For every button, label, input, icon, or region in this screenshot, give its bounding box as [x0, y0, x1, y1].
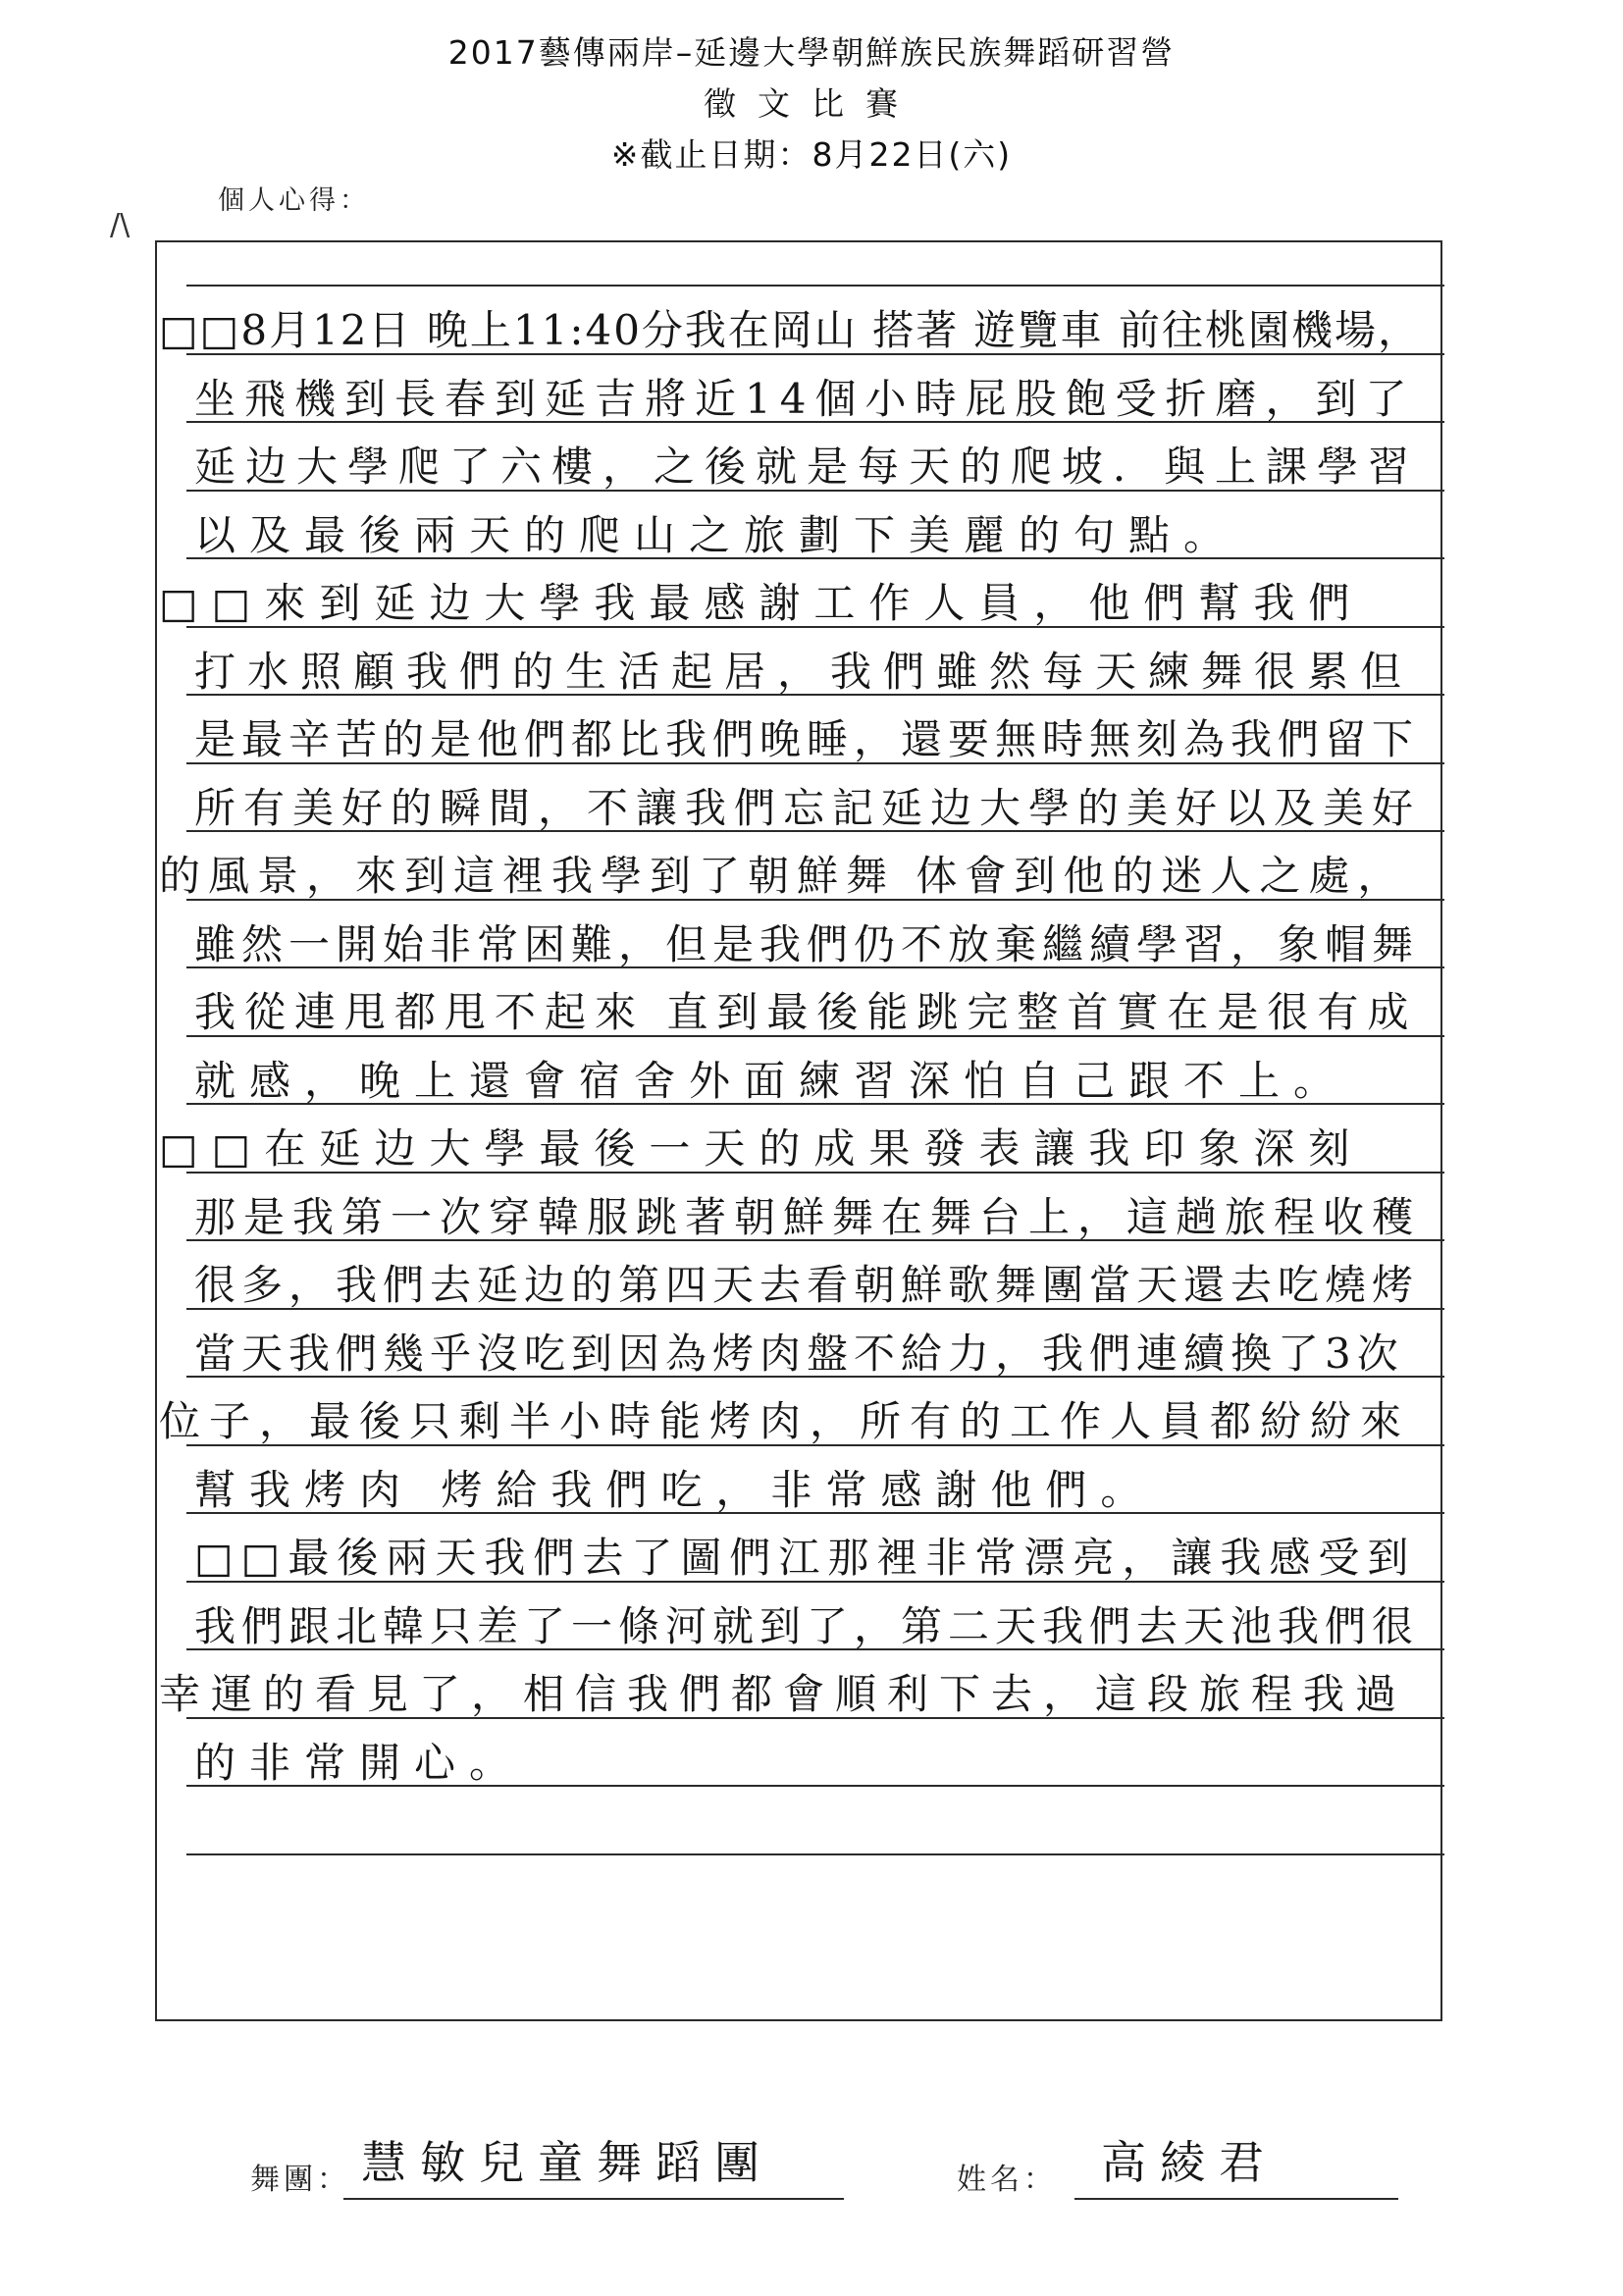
- essay-line: 雖然一開始非常困難，但是我們仍不放棄繼續學習，象帽舞: [194, 920, 1420, 968]
- essay-line: □□在延边大學最後一天的成果發表讓我印象深刻: [159, 1124, 1364, 1173]
- troupe-label: 舞團：: [250, 2163, 350, 2197]
- name-label: 姓名：: [957, 2163, 1057, 2197]
- essay-line: 的風景，來到這裡我學到了朝鮮舞 体會到他的迷人之處，: [159, 852, 1407, 900]
- essay-line: 我從連甩都甩不起來 直到最後能跳完整首實在是很有成: [194, 988, 1418, 1036]
- form-subtitle: 徵文比賽: [704, 84, 919, 123]
- troupe-underline: [343, 2198, 844, 2200]
- essay-line: 幫我烤肉 烤給我們吃，非常感謝他們。: [194, 1466, 1156, 1514]
- essay-line: 當天我們幾乎沒吃到因為烤肉盤不給力，我們連續換了3次: [194, 1330, 1404, 1378]
- name-value: 高綾君: [1101, 2136, 1278, 2189]
- essay-line: 是最辛苦的是他們都比我們晚睡，還要無時無刻為我們留下: [194, 715, 1420, 763]
- essay-line: 幸運的看見了，相信我們都會順利下去，這段旅程我過: [159, 1670, 1408, 1718]
- essay-line: □□最後兩天我們去了圖們江那裡非常漂亮，讓我感受到: [194, 1534, 1417, 1582]
- corner-pen-mark: /\: [110, 208, 131, 242]
- essay-line: 的非常開心。: [194, 1739, 525, 1787]
- essay-line: 所有美好的瞬間，不讓我們忘記延边大學的美好以及美好: [194, 784, 1422, 832]
- essay-line: □□8月12日 晚上11:40分我在岡山 搭著 遊覽車 前往桃園機場，: [159, 306, 1421, 354]
- essay-line: 以及最後兩天的爬山之旅劃下美麗的句點。: [194, 511, 1239, 559]
- form-title: 2017藝傳兩岸–延邊大學朝鮮族民族舞蹈研習營: [447, 33, 1176, 72]
- deadline-notice: ※截止日期：8月22日(六): [610, 135, 1013, 174]
- essay-line: 很多，我們去延边的第四天去看朝鮮歌舞團當天還去吃燒烤: [194, 1261, 1420, 1309]
- ruled-line: [186, 1853, 1444, 1855]
- essay-line: 那是我第一次穿韓服跳著朝鮮舞在舞台上，這趟旅程收穫: [194, 1193, 1422, 1241]
- essay-line: 打水照顧我們的生活起居，我們雖然每天練舞很累但: [194, 648, 1414, 696]
- essay-line: □□來到延边大學我最感謝工作人員，他們幫我們: [159, 579, 1364, 627]
- essay-line: 延边大學爬了六樓，之後就是每天的爬坡．與上課學習: [194, 443, 1420, 491]
- essay-line: 就感，晚上還會宿舍外面練習深怕自己跟不上。: [194, 1057, 1349, 1105]
- personal-reflection-label: 個人心得：: [218, 185, 370, 216]
- troupe-value: 慧敏兒童舞蹈團: [361, 2136, 773, 2189]
- name-underline: [1074, 2198, 1398, 2200]
- essay-line: 坐飛機到長春到延吉將近14個小時屁股飽受折磨，到了: [194, 375, 1416, 423]
- ruled-line: [186, 285, 1444, 287]
- essay-line: 位子，最後只剩半小時能烤肉，所有的工作人員都紛紛來: [159, 1397, 1411, 1445]
- essay-line: 我們跟北韓只差了一條河就到了，第二天我們去天池我們很: [194, 1602, 1420, 1650]
